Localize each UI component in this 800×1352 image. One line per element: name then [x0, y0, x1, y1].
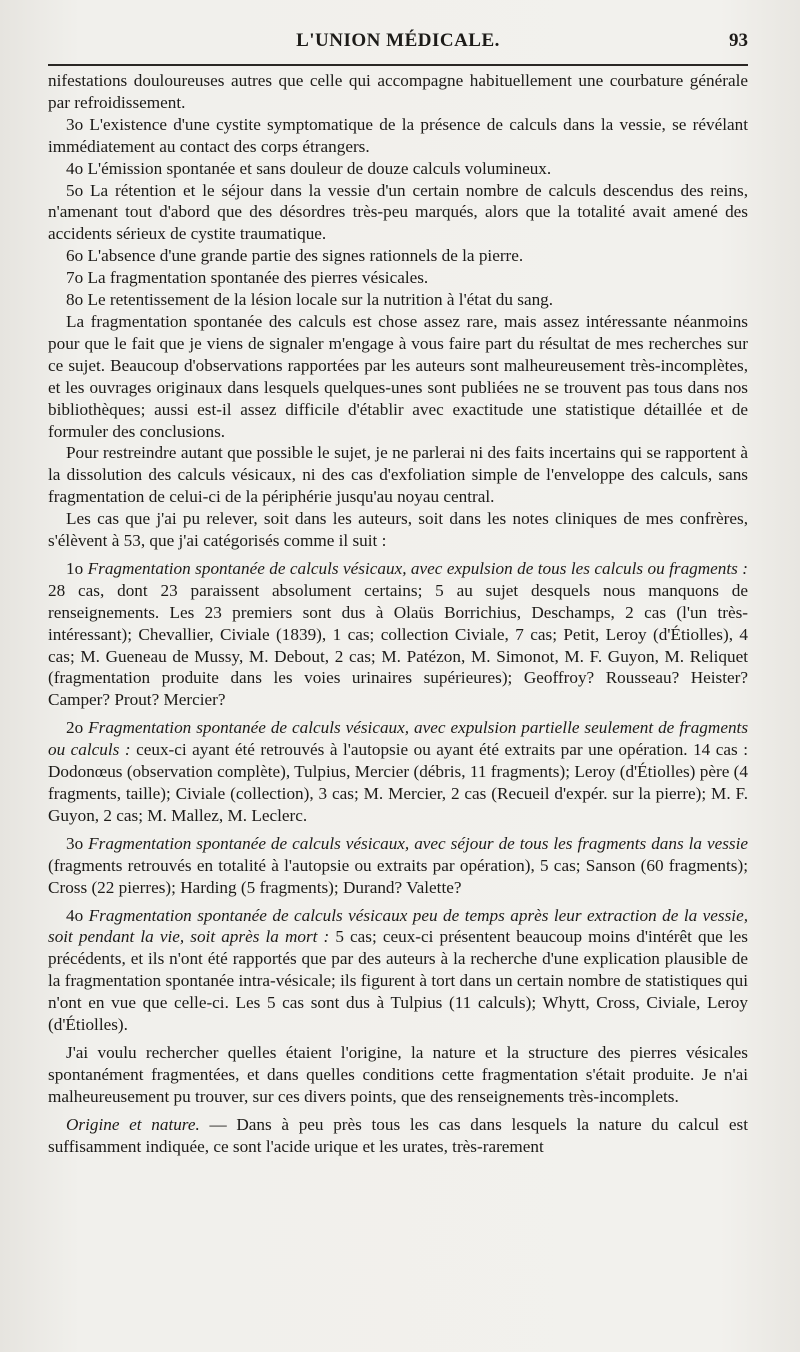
category-text: 5 cas; ceux-ci présentent beaucoup moins d'intérêt que les précédents, et ils n'ont été rapportés que par des auteurs à la recherche d'une explication plausible de la fragmentation spontanée intra-vésicale; ils figurent à tort dans un certain nombre de statistiques qui n'ont en vue que celle-ci. Les 5 cas sont dus à Tulpius (11 calculs); Whytt, Cross, Civiale, Leroy (d'Étiolles). [48, 927, 748, 1035]
category-number: 2o [66, 718, 89, 738]
paragraph: nifestations douloureuses autres que celle qui accompagne habituellement une courbature générale par refroidissement. [48, 71, 748, 112]
category-text: 28 cas, dont 23 paraissent absolument certains; 5 au sujet desquels nous manquons de renseignements. Les 23 premiers sont dus à Olaüs Borrichius, Deschamps, 2 cas (l'un très-intéressant); Chevallier, Civiale (1839), 1 cas; collection Civiale, 7 cas; Petit, Leroy (d'Étiolles), 4 cas; M. Gueneau de Mussy, M. Debout, 2 cas; M. Patézon, M. Simonot, M. F. Guyon, M. Reliquet (fragmentation produite dans les voies urinaires supérieures); Geoffroy? Rousseau? Heister? Camper? Prout? Mercier? [48, 580, 748, 710]
category-number: 1o [66, 558, 88, 578]
page-number: 93 [729, 30, 748, 51]
paragraph: Pour restreindre autant que possible le sujet, je ne parlerai ni des faits incertains qui se rapportent à la dissolution des calculs vésicaux, ni des cas d'exfoliation simple de l'enveloppe des calculs, sans fragmentation de celui-ci de la périphérie jusqu'au noyau central. [48, 443, 748, 507]
running-header [48, 26, 748, 60]
category-title: Fragmentation spontanée de calculs vésicaux peu de temps après leur extraction de la vessie, soit pendant la vie, soit après la mort : [48, 905, 748, 947]
header-rule [48, 64, 748, 66]
paragraph: J'ai voulu rechercher quelles étaient l'origine, la nature et la structure des pierres vésicales spontanément fragmentées, et dans quelles conditions cette fragmentation s'était produite. Je n'ai malheureusement pu trouver, sur ces divers points, que des renseignements très-incomplets. [48, 1042, 748, 1106]
article-body [48, 70, 748, 1312]
section-text: — Dans à peu près tous les cas dans lesquels la nature du calcul est suffisamment indiquée, ce sont l'acide urique et les urates, très-rarement [48, 1114, 748, 1156]
category-1 [48, 558, 748, 711]
paragraph: La fragmentation spontanée des calculs est chose assez rare, mais assez intéressante néanmoins pour que le fait que je viens de signaler m'engage à vous faire part du résultat de mes recherches sur ce sujet. Beaucoup d'observations rapportées par les auteurs sont malheureusement très-incomplètes, et les ouvrages originaux dans lesquels quelques-unes sont publiées ne se trouvent pas tous dans nos bibliothèques; aussi est-il assez difficile d'établir avec exactitude une statistique détaillée et de formuler des conclusions. [48, 311, 748, 441]
section-title: Origine et nature. [66, 1114, 210, 1134]
list-point-4: 4o L'émission spontanée et sans douleur de douze calculs volumineux. [66, 158, 552, 178]
section-paragraph [48, 1114, 748, 1158]
category-number: 4o [66, 905, 89, 925]
category-4 [48, 905, 748, 1036]
list-point-5: 5o La rétention et le séjour dans la vessie d'un certain nombre de calculs descendus des reins, n'amenant tout d'abord que des désordres très-peu marqués, alors que la totalité avait amené des accidents sérieux de cystite traumatique. [48, 180, 748, 244]
list-point-7: 7o La fragmentation spontanée des pierres vésicales. [66, 268, 429, 288]
list-point-3: 3o L'existence d'une cystite symptomatique de la présence de calculs dans la vessie, se révélant immédiatement au contact des corps étrangers. [48, 114, 748, 156]
list-point-8: 8o Le retentissement de la lésion locale sur la nutrition à l'état du sang. [66, 290, 554, 310]
paragraph: Les cas que j'ai pu relever, soit dans les auteurs, soit dans les notes cliniques de mes confrères, s'élèvent à 53, que j'ai catégorisés comme il suit : [48, 509, 748, 551]
category-number: 3o [66, 833, 89, 853]
category-text: (fragments retrouvés en totalité à l'autopsie ou extraits par opération), 5 cas; Sanson (60 fragments); Cross (22 pierres); Harding (5 fragments); Durand? Valette? [48, 855, 748, 897]
category-text: ceux-ci ayant été retrouvés à l'autopsie ou ayant été extraits par une opération. 14 cas : Dodonœus (observation complète), Tulpius, Mercier (débris, 11 fragments); Leroy (d'Étiolles) père (4 fragments, taille); Civiale (collection), 3 cas; M. Mercier, 2 cas (Recueil d'expér. sur la pierre); M. F. Guyon, 2 cas; M. Mallez, M. Leclerc. [48, 740, 748, 825]
category-title: Fragmentation spontanée de calculs vésicaux, avec séjour de tous les fragments dans la vessie [88, 833, 748, 853]
journal-title: L'UNION MÉDICALE. [296, 30, 500, 51]
category-title: Fragmentation spontanée de calculs vésicaux, avec expulsion partielle seulement de fragments ou calculs : [48, 718, 748, 760]
list-point-6: 6o L'absence d'une grande partie des signes rationnels de la pierre. [66, 246, 524, 266]
category-title: Fragmentation spontanée de calculs vésicaux, avec expulsion de tous les calculs ou fragments : [87, 558, 748, 578]
category-3 [48, 833, 748, 899]
category-2 [48, 717, 748, 827]
